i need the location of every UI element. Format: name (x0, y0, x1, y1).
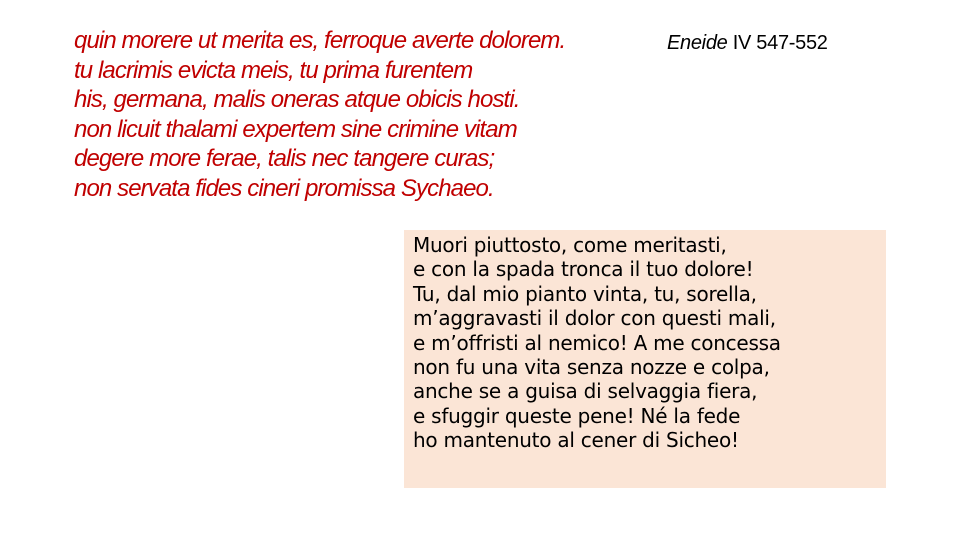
translation-line: e m’offristi al nemico! A me concessa (413, 330, 781, 355)
translation-line: non fu una vita senza nozze e colpa, (413, 355, 770, 380)
latin-verse-line: tu lacrimis evicta meis, tu prima furentem (74, 56, 473, 84)
translation-line: m’aggravasti il dolor con questi mali, (413, 306, 776, 331)
latin-verse-line: degere more ferae, talis nec tangere curas; (74, 145, 495, 172)
translation-line: ho mantenuto al cener di Sicheo! (413, 428, 739, 453)
citation-reference: IV 547-552 (732, 32, 828, 54)
latin-verse-line: his, germana, malis oneras atque obicis hosti. (74, 86, 520, 113)
citation-work: Eneide (667, 32, 728, 54)
translation-line: e sfuggir queste pene! Né la fede (413, 403, 741, 428)
latin-verse-line: non servata fides cineri promissa Sychaeo. (74, 174, 494, 202)
latin-verse-line: quin morere ut merita es, ferroque averte dolorem. (74, 27, 566, 54)
latin-verse-line: non licuit thalami expertem sine crimine vitam (74, 115, 517, 143)
translation-line: Tu, dal mio pianto vinta, tu, sorella, (413, 281, 757, 306)
citation (667, 32, 828, 55)
translation-line: Muori piuttosto, come meritasti, (413, 233, 727, 257)
latin-verses (74, 26, 565, 203)
italian-translation-box (404, 230, 886, 488)
translation-line: e con la spada tronca il tuo dolore! (413, 257, 754, 282)
translation-line: anche se a guisa di selvaggia fiera, (413, 379, 758, 404)
